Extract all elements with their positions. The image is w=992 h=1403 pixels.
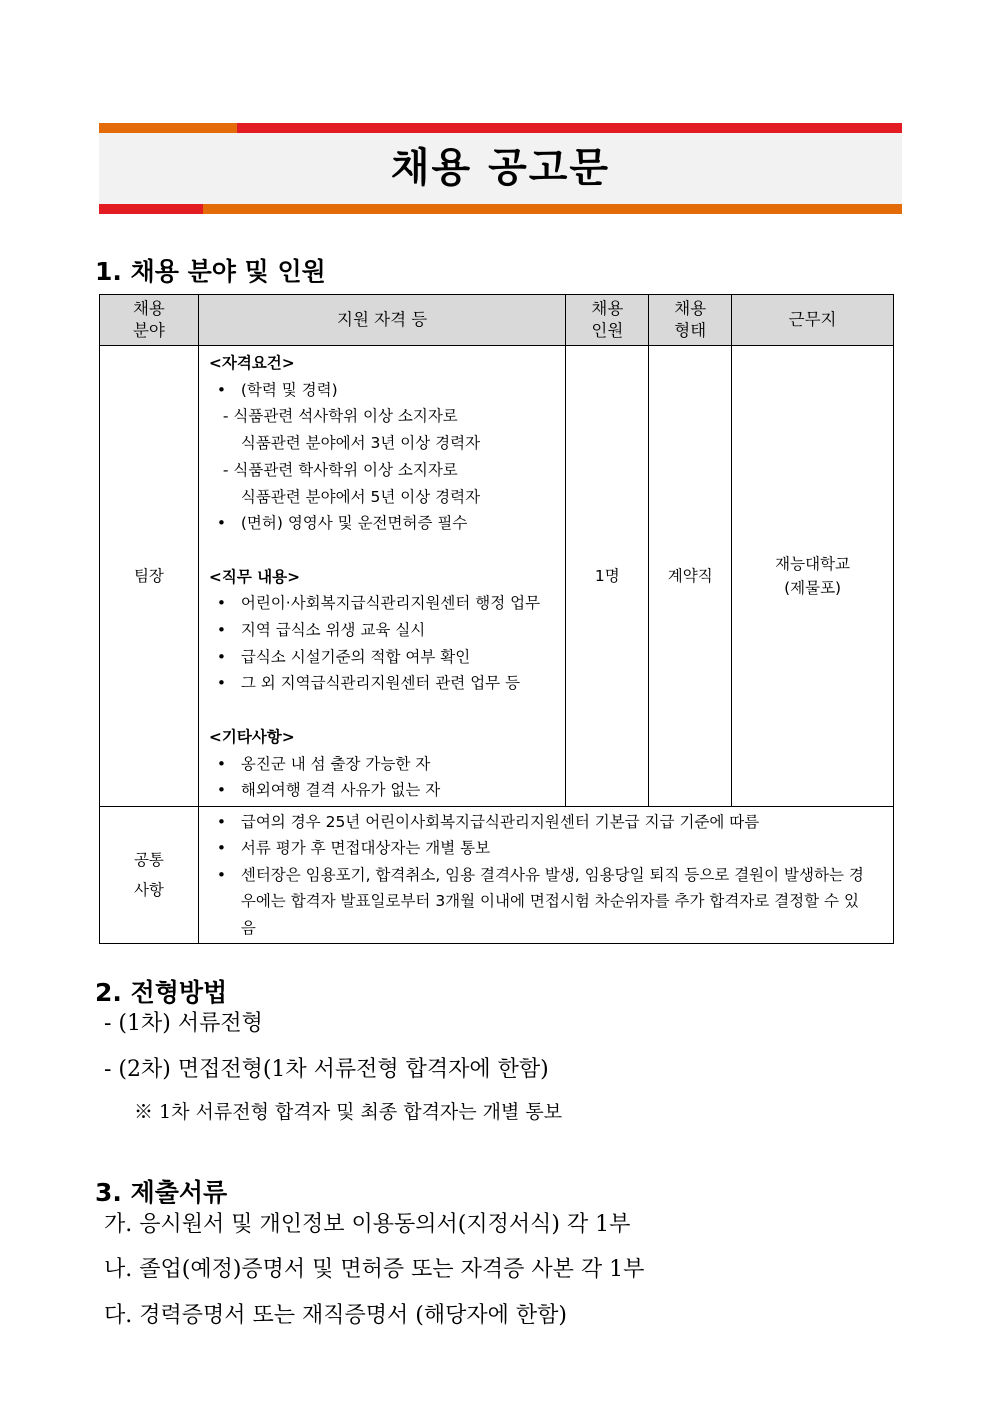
cell-place xyxy=(732,346,894,807)
table-row xyxy=(100,346,894,807)
list-item xyxy=(209,617,558,644)
etc-text: 해외여행 결격 사유가 없는 자 xyxy=(240,781,441,800)
header-type: 채용 형태 xyxy=(649,295,732,346)
header-qual: 지원 자격 등 xyxy=(198,295,566,346)
method-item: - (2차) 면접전형(1차 서류전형 합격자에 한함) xyxy=(104,1057,549,1082)
method-note: ※ 1차 서류전형 합격자 및 최종 합격자는 개별 통보 xyxy=(134,1101,563,1123)
qual-dash1: - 식품관련 석사학위 이상 소지자로 xyxy=(222,407,458,426)
qual-bullet-text: (학력 및 경력) xyxy=(240,380,338,399)
qual-dash1-cont: 식품관련 분야에서 3년 이상 경력자 xyxy=(240,434,481,453)
section2-heading: 2. 전형방법 xyxy=(95,978,228,1007)
cell-count: 1명 xyxy=(566,346,649,807)
cell-common-label: 공통 사항 xyxy=(100,806,199,944)
document-item: 가. 응시원서 및 개인정보 이용동의서(지정서식) 각 1부 xyxy=(104,1212,631,1237)
bullet-icon: • xyxy=(216,754,227,773)
duty-text: 그 외 지역급식관리지원센터 관련 업무 등 xyxy=(240,674,521,693)
qual-bullet-text: (면허) 영영사 및 운전면허증 필수 xyxy=(240,514,468,533)
bullet-icon: • xyxy=(216,594,227,613)
list-item xyxy=(209,809,885,836)
place-line1: 재능대학교 xyxy=(775,554,851,573)
bullet-icon: • xyxy=(216,514,227,533)
etc-title: <기타사항> xyxy=(208,727,295,746)
method-item: - (1차) 서류전형 xyxy=(104,1011,263,1036)
bullet-icon: • xyxy=(216,621,227,640)
place-line2: (제물포) xyxy=(784,578,842,597)
title-bar-bottom-orange xyxy=(203,204,902,214)
qual-title: <자격요건> xyxy=(208,354,295,372)
header-field-line1: 채용 xyxy=(132,299,165,318)
bullet-icon: • xyxy=(216,674,227,693)
qual-dash2-cont: 식품관련 분야에서 5년 이상 경력자 xyxy=(240,487,481,506)
cell-field: 팀장 xyxy=(100,346,199,807)
list-item xyxy=(209,751,558,778)
header-place: 근무지 xyxy=(732,295,894,346)
cell-common-items xyxy=(198,806,893,944)
qual-dash2: - 식품관련 학사학위 이상 소지자로 xyxy=(222,460,458,479)
common-text: 급여의 경우 25년 어린이사회복지급식관리지원센터 기본급 지급 기준에 따름 xyxy=(240,812,760,831)
section3-heading: 3. 제출서류 xyxy=(95,1178,228,1207)
list-item xyxy=(209,510,558,537)
duty-text: 지역 급식소 위생 교육 실시 xyxy=(240,621,426,640)
cell-type: 계약직 xyxy=(649,346,732,807)
bullet-icon: • xyxy=(216,865,227,884)
table-header-row xyxy=(100,295,894,346)
list-item xyxy=(209,777,558,804)
bullet-icon: • xyxy=(216,839,227,858)
bullet-icon: • xyxy=(216,781,227,800)
bullet-icon: • xyxy=(216,812,227,831)
list-item xyxy=(209,862,885,942)
duty-title: <직무 내용> xyxy=(208,567,301,586)
common-text: 서류 평가 후 면접대상자는 개별 통보 xyxy=(240,839,491,858)
document-item: 나. 졸업(예정)증명서 및 면허증 또는 자격증 사본 각 1부 xyxy=(104,1257,645,1282)
common-text: 센터장은 임용포기, 합격취소, 임용 결격사유 발생, 임용당일 퇴직 등으로 결원이 발생하는 경우에는 합격자 발표일로부터 3개월 이내에 면접시험 차순위자를 추가 합격자로 결정할 수 있음 xyxy=(240,865,864,937)
list-item xyxy=(209,835,885,862)
recruitment-table xyxy=(99,294,894,944)
duty-text: 어린이·사회복지급식관리지원센터 행정 업무 xyxy=(240,594,541,613)
title-bar-bottom-red xyxy=(99,204,203,214)
list-item xyxy=(209,377,558,404)
list-item xyxy=(209,644,558,671)
section1-heading: 1. 채용 분야 및 인원 xyxy=(95,257,326,286)
title-bar-top-red xyxy=(237,123,902,133)
title-band xyxy=(99,123,902,215)
header-field xyxy=(100,295,199,346)
document-item: 다. 경력증명서 또는 재직증명서 (해당자에 한함) xyxy=(104,1303,567,1328)
list-item xyxy=(209,670,558,697)
bullet-icon: • xyxy=(216,647,227,666)
header-count: 채용 인원 xyxy=(566,295,649,346)
title-bar-top-orange xyxy=(99,123,237,133)
table-row-common xyxy=(100,806,894,944)
duty-text: 급식소 시설기준의 적합 여부 확인 xyxy=(240,647,471,666)
header-field-line2: 분야 xyxy=(132,321,165,340)
cell-qualifications xyxy=(198,346,566,807)
bullet-icon: • xyxy=(216,380,227,399)
page-title: 채용 공고문 xyxy=(390,145,611,191)
etc-text: 옹진군 내 섬 출장 가능한 자 xyxy=(240,754,431,773)
list-item xyxy=(209,590,558,617)
